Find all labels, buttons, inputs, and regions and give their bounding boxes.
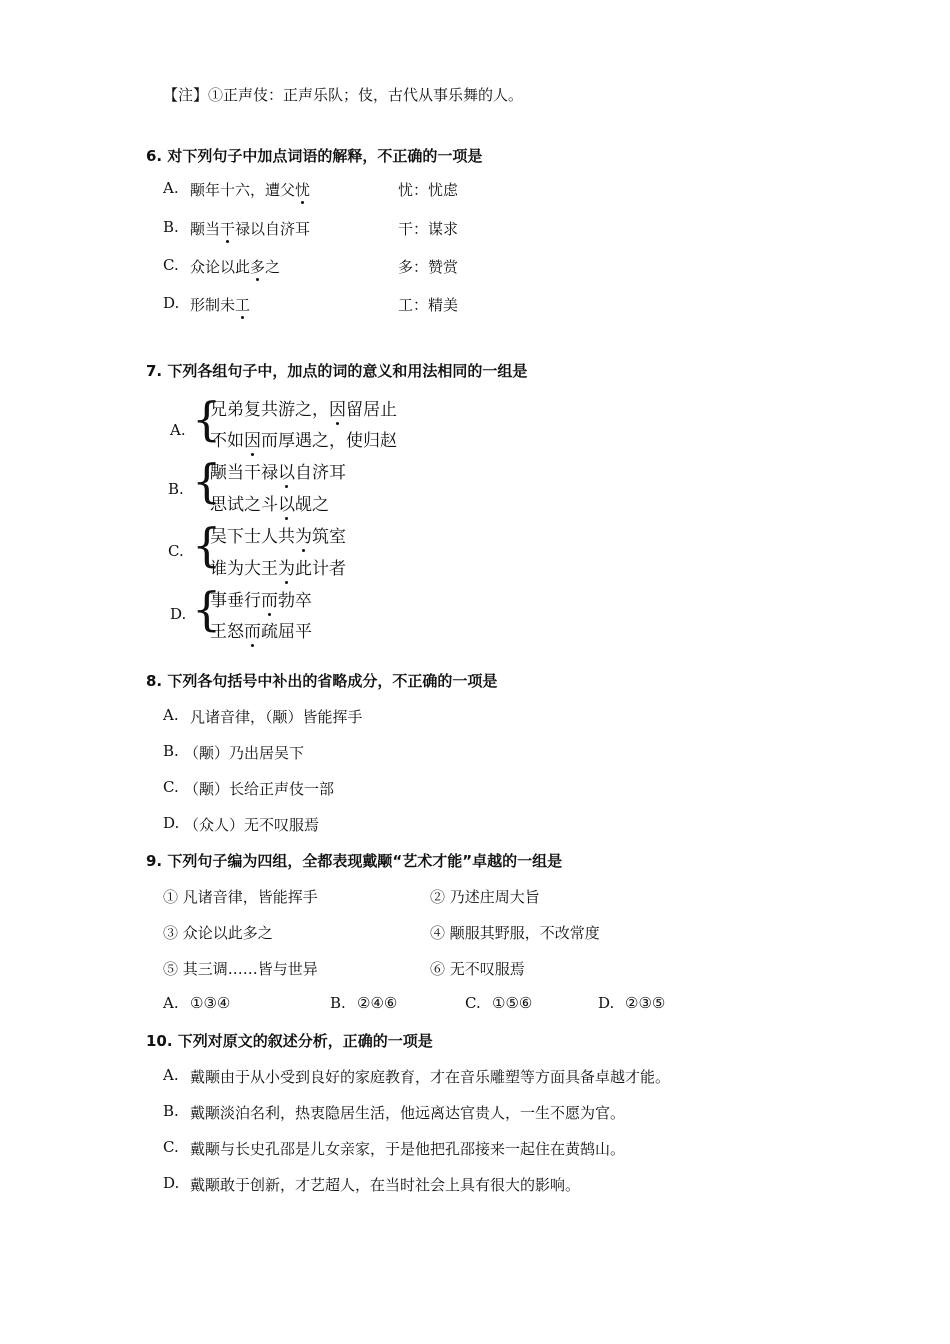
line-pre: 事垂行 [210, 591, 261, 611]
q7-line [210, 458, 346, 483]
brace-icon: { [192, 582, 222, 636]
q9-item: ④ 颙服其野服，不改常度 [430, 924, 600, 942]
q8-text: （众人）无不叹服焉 [184, 816, 320, 834]
q7-line [210, 395, 397, 420]
q6-sentence [190, 179, 310, 200]
q9-letter: A. [163, 994, 179, 1012]
q8-text: 凡诸音律，（颙）皆能挥手 [190, 708, 363, 726]
q6-gloss: 忧：忧虑 [398, 181, 459, 199]
q9-letter: B. [330, 994, 346, 1012]
q10-text: 戴颙与长史孔邵是儿女亲家，于是他把孔邵接来一起住在黄鹄山。 [190, 1140, 626, 1158]
brace-icon: { [192, 454, 222, 508]
q9-choice-text: ②④⑥ [357, 994, 398, 1012]
brace-icon: { [192, 392, 222, 446]
line-pre: 思试之斗 [210, 495, 278, 515]
q9-choice-text: ①③④ [190, 994, 231, 1012]
q7-letter: A. [170, 421, 186, 439]
q6-letter: B. [163, 218, 179, 236]
q7-line [210, 522, 346, 547]
q8-text: （颙）乃出居吴下 [184, 744, 305, 762]
line-pre: 王怒 [210, 622, 244, 642]
line-post: 筑室 [312, 527, 346, 547]
q7-line [210, 586, 312, 611]
q9-item: ② 乃述庄周大旨 [430, 888, 540, 906]
line-pre: 吴下士人共 [210, 527, 295, 547]
q9-stem: 9. 下列句子编为四组，全都表现戴颙“艺术才能”卓越的一组是 [146, 852, 563, 870]
dotted-word: 以 [278, 463, 295, 483]
q8-letter: A. [163, 706, 179, 724]
q6-gloss: 多：赞赏 [398, 258, 459, 276]
sentence-pre: 众论以此 [190, 258, 251, 276]
line-post: 自济耳 [295, 463, 346, 483]
dotted-word: 多 [250, 258, 266, 276]
q10-letter: B. [163, 1102, 179, 1120]
q9-item: ① 凡诸音律，皆能挥手 [163, 888, 318, 906]
line-post: 勃卒 [278, 591, 312, 611]
q9-item: ③ 众论以此多之 [163, 924, 273, 942]
q10-text: 戴颙淡泊名利，热衷隐居生活，他远离达官贵人，一生不愿为官。 [190, 1104, 626, 1122]
dotted-word: 因 [244, 431, 261, 451]
dotted-word: 工 [235, 296, 251, 314]
dotted-word: 为 [278, 559, 295, 579]
q10-stem: 10. 下列对原文的叙述分析，正确的一项是 [146, 1032, 433, 1050]
q7-letter: C. [168, 542, 184, 560]
line-post: 疏屈平 [261, 622, 312, 642]
q10-letter: D. [163, 1174, 180, 1192]
q6-letter: A. [163, 179, 179, 197]
dotted-word: 因 [329, 400, 346, 420]
q7-line [210, 554, 346, 579]
q8-text: （颙）长给正声伎一部 [184, 780, 335, 798]
q8-letter: C. [163, 778, 179, 796]
q9-choice-text: ②③⑤ [625, 994, 666, 1012]
line-post: 而厚遇之，使归赵 [261, 431, 397, 451]
q9-item: ⑥ 无不叹服焉 [430, 960, 525, 978]
sentence-pre: 颙年十六，遭父 [190, 181, 296, 199]
q8-letter: D. [163, 814, 180, 832]
q10-letter: A. [163, 1066, 179, 1084]
q7-line [210, 617, 312, 642]
line-pre: 谁为大王 [210, 559, 278, 579]
brace-icon: { [192, 518, 222, 572]
sentence-pre: 颙当 [190, 220, 221, 238]
q7-letter: B. [168, 480, 184, 498]
q9-item: ⑤ 其三调……皆与世异 [163, 960, 318, 978]
dotted-word: 为 [295, 527, 312, 547]
line-pre: 颙当干禄 [210, 463, 278, 483]
q6-sentence [190, 256, 280, 277]
q9-letter: D. [598, 994, 615, 1012]
q7-stem: 7. 下列各组句子中，加点的词的意义和用法相同的一组是 [146, 362, 528, 380]
q8-letter: B. [163, 742, 179, 760]
q6-gloss: 工：精美 [398, 296, 459, 314]
q10-letter: C. [163, 1138, 179, 1156]
dotted-word: 而 [244, 622, 261, 642]
q6-sentence [190, 218, 310, 239]
line-post: 留居止 [346, 400, 397, 420]
note-text: 【注】①正声伎：正声乐队；伎，古代从事乐舞的人。 [163, 86, 524, 104]
q8-stem: 8. 下列各句括号中补出的省略成分，不正确的一项是 [146, 672, 498, 690]
q9-letter: C. [465, 994, 481, 1012]
line-post: 觇之 [295, 495, 329, 515]
sentence-post: 禄以自济耳 [235, 220, 311, 238]
q10-text: 戴颙由于从小受到良好的家庭教育，才在音乐雕塑等方面具备卓越才能。 [190, 1068, 671, 1086]
sentence-post: 之 [265, 258, 281, 276]
dotted-word: 干 [220, 220, 236, 238]
line-pre: 不如 [210, 431, 244, 451]
q6-letter: C. [163, 256, 179, 274]
sentence-pre: 形制未 [190, 296, 236, 314]
line-pre: 兄弟复共游之， [210, 400, 329, 420]
q6-stem: 6. 对下列句子中加点词语的解释，不正确的一项是 [146, 147, 483, 165]
q7-letter: D. [170, 605, 187, 623]
line-post: 此计者 [295, 559, 346, 579]
q6-letter: D. [163, 294, 180, 312]
q7-line [210, 426, 397, 451]
dotted-word: 忧 [295, 181, 311, 199]
q10-text: 戴颙敢于创新，才艺超人，在当时社会上具有很大的影响。 [190, 1176, 581, 1194]
q9-choice-text: ①⑤⑥ [492, 994, 533, 1012]
q6-sentence [190, 294, 250, 315]
q7-line [210, 490, 329, 515]
dotted-word: 而 [261, 591, 278, 611]
q6-gloss: 干：谋求 [398, 220, 459, 238]
dotted-word: 以 [278, 495, 295, 515]
